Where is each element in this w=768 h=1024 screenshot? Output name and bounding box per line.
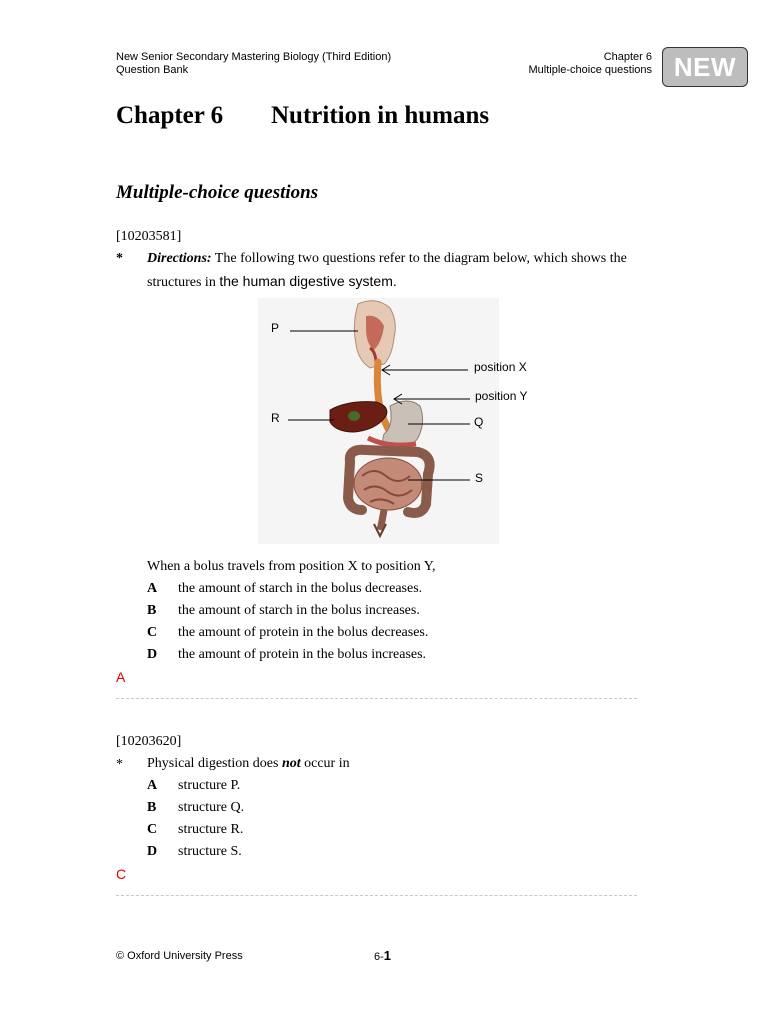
directions-label: Directions: [147, 251, 212, 266]
stem-emphasis: not [281, 756, 301, 771]
option-letter: A [147, 778, 158, 793]
label-r: R [271, 411, 280, 425]
option-letter: D [147, 647, 158, 662]
option-letter: A [147, 581, 158, 596]
question-directions [147, 248, 637, 294]
option-text: structure R. [178, 822, 244, 837]
option-text: structure S. [178, 844, 242, 859]
option-text: the amount of starch in the bolus increases. [178, 603, 420, 618]
question-stem [147, 753, 637, 775]
option-letter: D [147, 844, 158, 859]
page-num: 1 [383, 948, 392, 963]
question-divider [116, 698, 637, 699]
option-letter: C [147, 625, 158, 640]
question-divider [116, 895, 637, 896]
question-id: [10203620] [116, 734, 182, 749]
option-text: the amount of protein in the bolus decreases. [178, 625, 429, 640]
chapter-title: Nutrition in humans [271, 102, 490, 129]
running-header-right [528, 51, 652, 77]
label-p: P [271, 321, 280, 335]
option-letter: B [147, 603, 157, 618]
option-text: structure P. [178, 778, 241, 793]
question-stem: When a bolus travels from position X to position Y, [147, 559, 436, 574]
option-text: structure Q. [178, 800, 245, 815]
chapter-number: Chapter 6 [116, 102, 224, 129]
book-subtitle: Question Bank [116, 64, 189, 76]
digestive-system-figure [258, 298, 499, 544]
page-number [374, 948, 391, 963]
chapter-ref: Chapter 6 [603, 51, 652, 63]
label-position-y: position Y [475, 389, 528, 403]
label-s: S [475, 471, 484, 485]
label-position-x: position X [474, 360, 527, 374]
footer-copyright: © Oxford University Press [116, 950, 243, 962]
stem-pre: Physical digestion does [147, 756, 282, 771]
question-marker: * [116, 757, 123, 772]
directions-tail: the human digestive system. [219, 273, 397, 289]
section-title: Multiple-choice questions [116, 182, 319, 203]
option-text: the amount of starch in the bolus decreases. [178, 581, 423, 596]
answer-key: A [116, 669, 126, 685]
stem-post: occur in [300, 756, 350, 771]
new-badge: NEW [662, 47, 748, 87]
label-q: Q [474, 415, 484, 429]
option-letter: B [147, 800, 157, 815]
book-title: New Senior Secondary Mastering Biology (Third Edition) [116, 51, 392, 63]
option-text: the amount of protein in the bolus increases. [178, 647, 427, 662]
question-id: [10203581] [116, 229, 182, 244]
digestive-system-illustration [258, 298, 499, 544]
question-marker: * [116, 251, 123, 266]
option-letter: C [147, 822, 158, 837]
running-header-left [116, 51, 391, 77]
answer-key: C [116, 866, 127, 882]
directions-text: The following two questions refer to the diagram below, which shows the structures in [147, 251, 627, 290]
page-prefix: 6- [374, 951, 384, 963]
section-ref: Multiple-choice questions [528, 64, 652, 76]
